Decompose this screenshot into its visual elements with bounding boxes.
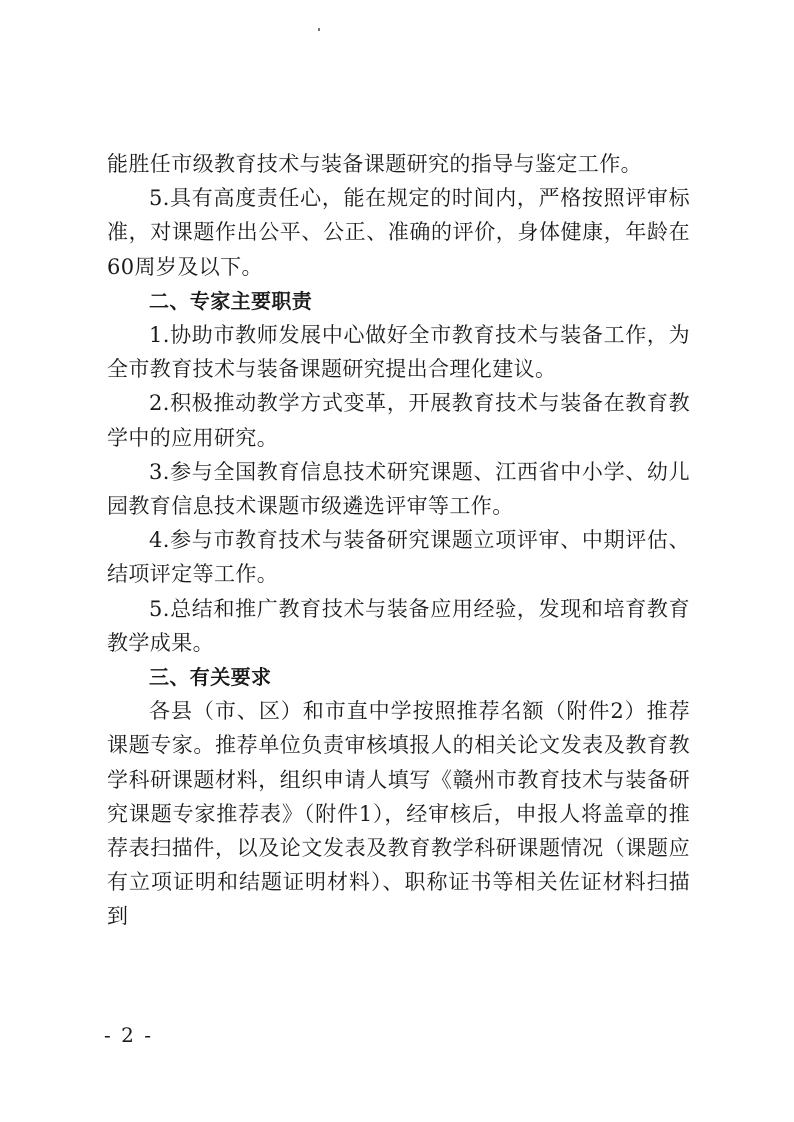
scan-speck [318, 28, 320, 31]
paragraph-duty-4: 4.参与市教育技术与装备研究课题立项评审、中期评估、结项评定等工作。 [107, 528, 690, 587]
paragraph-requirements-body: 各县（市、区）和市直中学按照推荐名额（附件2）推荐课题专家。推荐单位负责审核填报人的相关论文发表及教育教学科研课题材料，组织申请人填写《赣州市教育技术与装备研究课题专家推荐表》（附件1），经审核后，申报人将盖章的推荐表扫描件，以及论文发表及教育教学科研课题情况（课题应有立项证明和结题证明材料）、职称证书等相关佐证材料扫描到 [107, 699, 690, 929]
section-heading-duties: 二、专家主要职责 [149, 288, 313, 313]
paragraph-duty-3: 3.参与全国教育信息技术研究课题、江西省中小学、幼儿园教育信息技术课题市级遴选评审等工作。 [107, 459, 690, 519]
paragraph-requirement-5: 5.具有高度责任心，能在规定的时间内，严格按照评审标准，对课题作出公平、公正、准确的评价，身体健康，年龄在60周岁及以下。 [107, 186, 690, 279]
paragraph-duty-1: 1.协助市教师发展中心做好全市教育技术与装备工作，为全市教育技术与装备课题研究提出合理化建议。 [107, 323, 690, 382]
document-body [107, 147, 690, 934]
paragraph-continuation: 能胜任市级教育技术与装备课题研究的指导与鉴定工作。 [107, 152, 642, 176]
paragraph-duty-5: 5.总结和推广教育技术与装备应用经验，发现和培育教育教学成果。 [107, 596, 690, 655]
paragraph-duty-2: 2.积极推动教学方式变革，开展教育技术与装备在教育教学中的应用研究。 [107, 391, 690, 450]
page-number: - 2 - [104, 1023, 153, 1047]
section-heading-requirements: 三、有关要求 [149, 665, 272, 690]
